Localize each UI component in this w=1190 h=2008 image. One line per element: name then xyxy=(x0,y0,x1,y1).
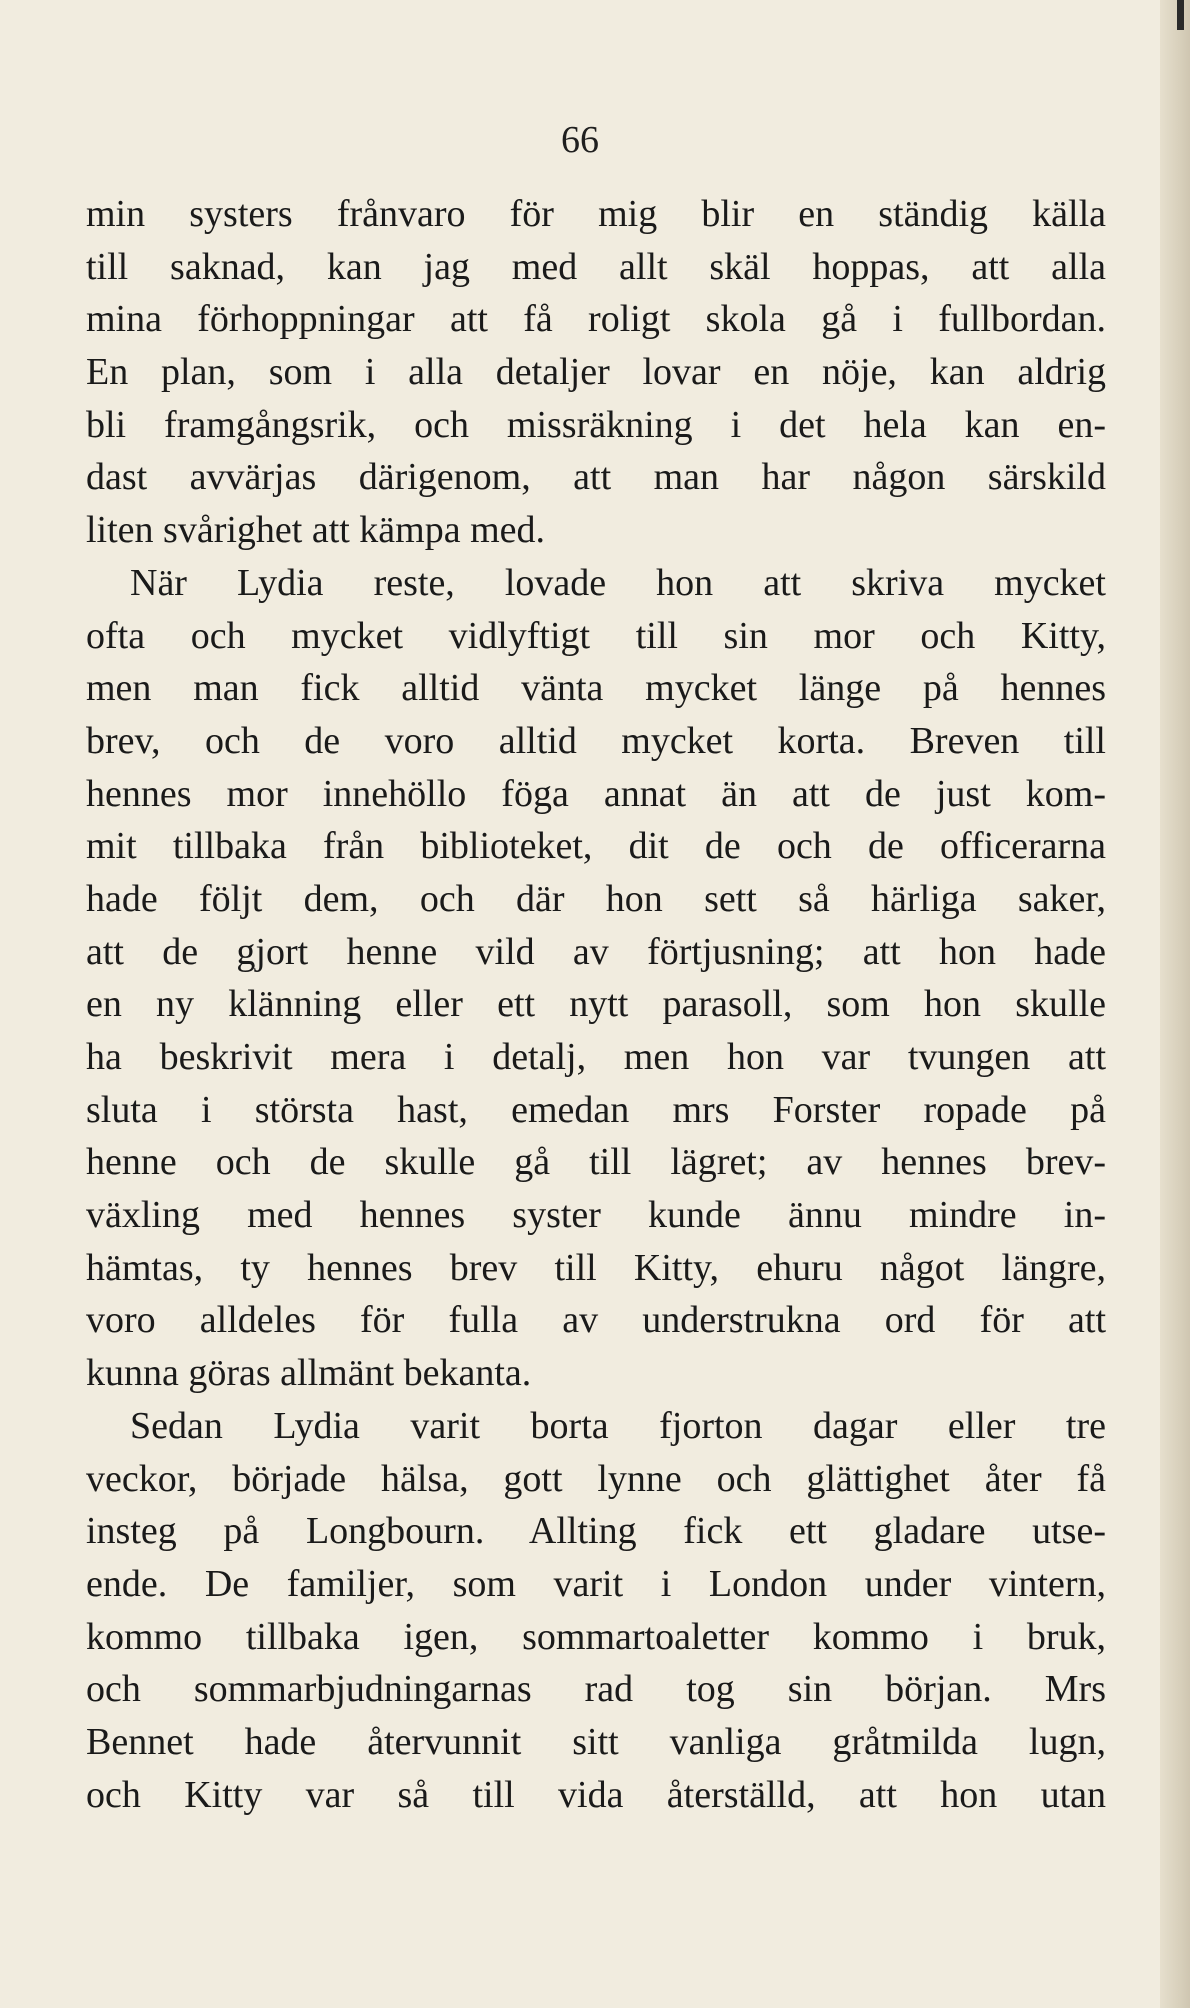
text-line: kommo tillbaka igen, sommartoaletter kommo i bruk, xyxy=(86,1615,1106,1658)
body-text xyxy=(86,188,1106,1821)
text-line: ende. De familjer, som varit i London under vintern, xyxy=(86,1562,1106,1605)
page-edge xyxy=(1160,0,1190,2008)
text-line: insteg på Longbourn. Allting fick ett gladare utse- xyxy=(86,1510,1106,1553)
text-line: bli framgångsrik, och missräkning i det hela kan en- xyxy=(86,403,1106,446)
binding-mark xyxy=(1177,0,1184,30)
text-line: Sedan Lydia varit borta fjorton dagar eller tre xyxy=(130,1404,1106,1447)
text-line: men man fick alltid vänta mycket länge på hennes xyxy=(86,667,1106,710)
text-line: en ny klänning eller ett nytt parasoll, som hon skulle xyxy=(86,983,1106,1026)
text-line: att de gjort henne vild av förtjusning; att hon hade xyxy=(86,930,1106,973)
text-line: min systers frånvaro för mig blir en ständig källa xyxy=(86,193,1106,235)
text-line: liten svårighet att kämpa med. xyxy=(86,509,546,552)
text-line: mina förhoppningar att få roligt skola gå i fullbordan. xyxy=(86,298,1106,341)
text-line: En plan, som i alla detaljer lovar en nöje, kan aldrig xyxy=(86,351,1106,394)
text-line: voro alldeles för fulla av understrukna ord för att xyxy=(86,1299,1106,1342)
text-line: När Lydia reste, lovade hon att skriva mycket xyxy=(130,561,1106,604)
text-line: till saknad, kan jag med allt skäl hoppas, att alla xyxy=(86,245,1106,288)
text-line: Bennet hade återvunnit sitt vanliga gråtmilda lugn, xyxy=(86,1720,1106,1763)
text-line: brev, och de voro alltid mycket korta. Breven till xyxy=(86,719,1106,762)
text-line: sluta i största hast, emedan mrs Forster ropade på xyxy=(86,1088,1106,1131)
page-number: 66 xyxy=(561,119,599,161)
text-line: mit tillbaka från biblioteket, dit de och de officerarna xyxy=(86,825,1106,868)
text-line: henne och de skulle gå till lägret; av hennes brev- xyxy=(86,1141,1106,1184)
text-line: hämtas, ty hennes brev till Kitty, ehuru något längre, xyxy=(86,1246,1106,1289)
text-line: hennes mor innehöllo föga annat än att de just kom- xyxy=(86,772,1106,815)
text-line: kunna göras allmänt bekanta. xyxy=(86,1352,532,1395)
text-line: dast avvärjas därigenom, att man har någon särskild xyxy=(86,456,1106,499)
text-line: och sommarbjudningarnas rad tog sin början. Mrs xyxy=(86,1668,1106,1711)
text-line: hade följt dem, och där hon sett så härliga saker, xyxy=(86,877,1106,920)
text-line: växling med hennes syster kunde ännu mindre in- xyxy=(86,1194,1106,1237)
text-line: ofta och mycket vidlyftigt till sin mor och Kitty, xyxy=(86,614,1106,657)
text-line: och Kitty var så till vida återställd, att hon utan xyxy=(86,1773,1106,1816)
text-line: veckor, började hälsa, gott lynne och glättighet åter få xyxy=(86,1457,1106,1500)
text-line: ha beskrivit mera i detalj, men hon var tvungen att xyxy=(86,1036,1106,1078)
